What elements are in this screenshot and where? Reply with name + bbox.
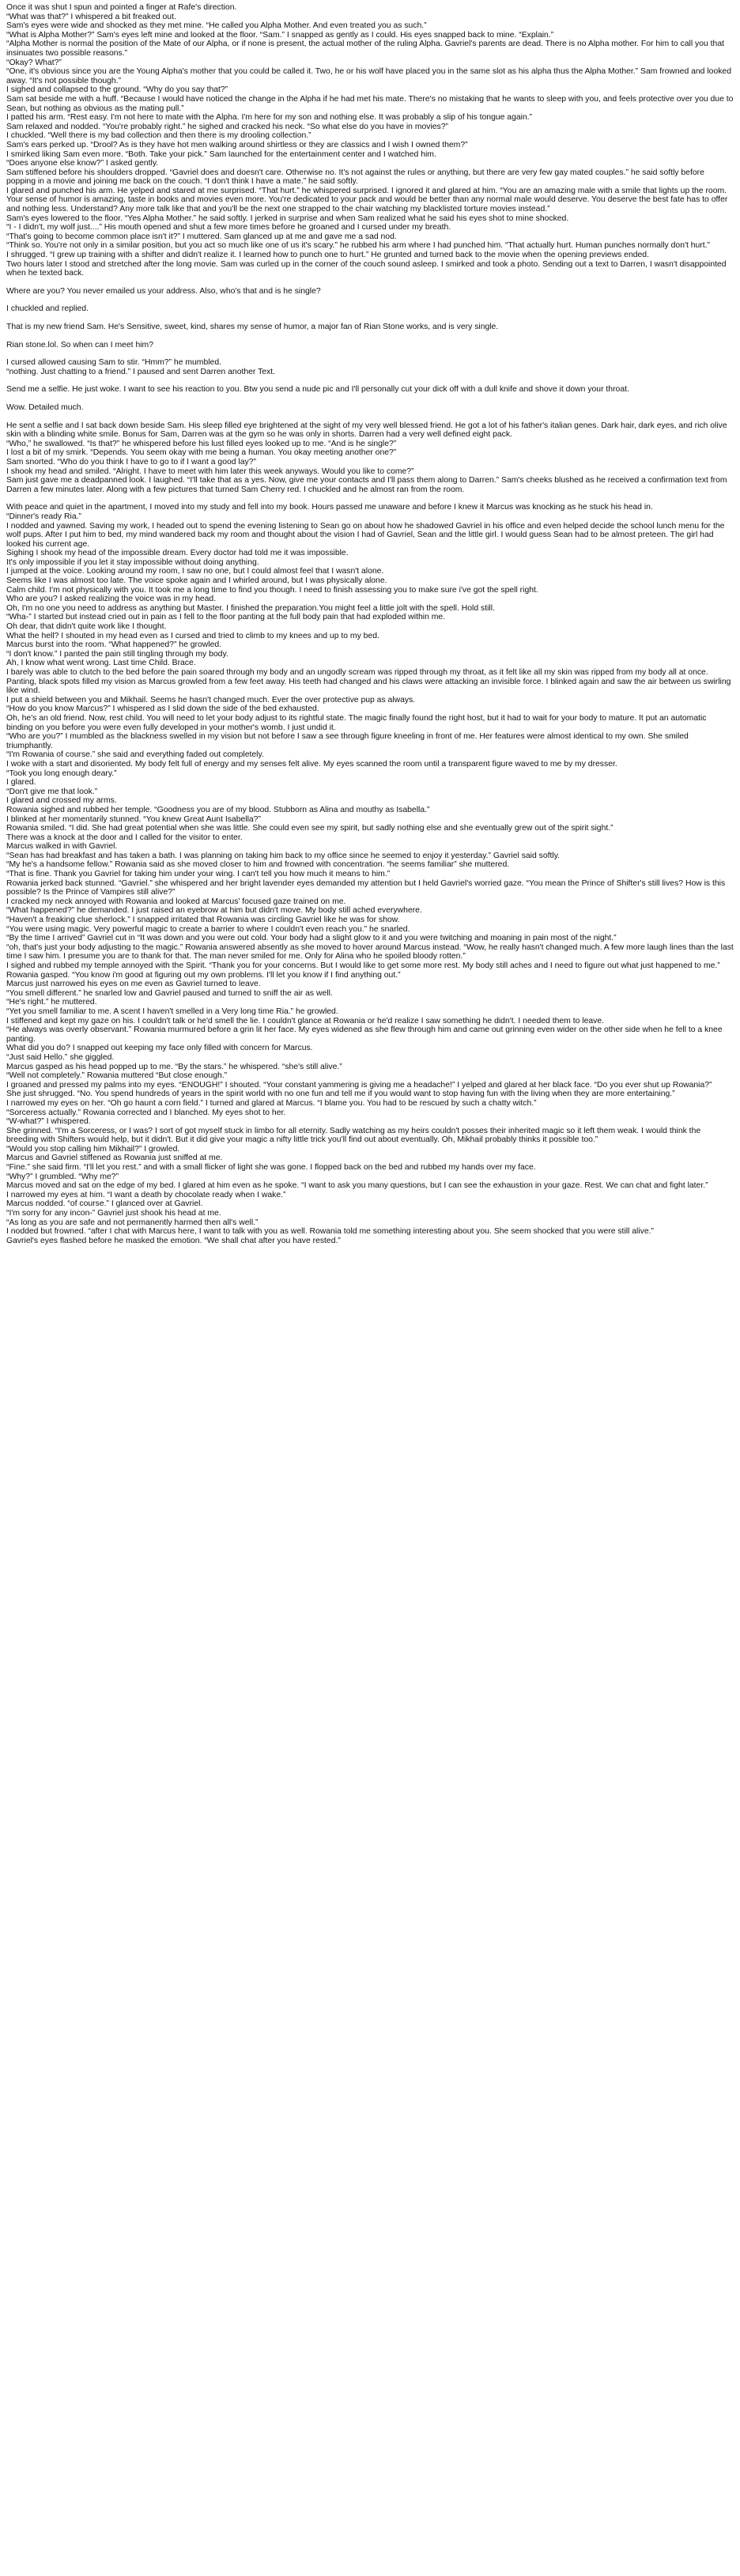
story-paragraph: Sam relaxed and nodded. “You're probably right.” he sighed and cracked his neck. “So what else do you have in movies?”	[6, 122, 448, 131]
story-paragraph: “Haven't a freaking clue sherlock.” I snapped irritated that Rowania was circling Gavriel like he was for show.	[6, 916, 400, 925]
story-paragraph: “What was that?” I whispered a bit freaked out.	[6, 12, 176, 21]
story-paragraph: “What happened?” he demanded. I just raised an eyebrow at him but didn't move. My body still ached everywhere.	[6, 906, 422, 916]
story-paragraph: “My he's a handsome fellow.” Rowania said as she moved closer to him and frowned with concentration. “he seems familiar” she muttered.	[6, 860, 510, 870]
story-paragraph: Once it was shut I spun and pointed a finger at Rafe's direction.	[6, 3, 237, 12]
story-paragraph: “What is Alpha Mother?” Sam's eyes left mine and looked at the floor. “Sam.” I snapped as gently as I could. His eyes snapped back to mine. “Explain.”	[6, 30, 554, 40]
story-paragraph: “I'm sorry for any incon-” Gavriel just shook his head at me.	[6, 1209, 221, 1218]
story-paragraph: “You smell different.” he snarled low and Gavriel paused and turned to sniff the air as well.	[6, 988, 333, 998]
story-paragraph: “Took you long enough deary.”	[6, 769, 117, 778]
story-paragraph: “nothing. Just chatting to a friend.” I paused and sent Darren another Text.	[6, 367, 276, 376]
story-paragraph: I patted his arm. “Rest easy. I'm not here to mate with the Alpha. I'm here for my son and nothing else. It was probably a slip of his tongue again.”	[6, 113, 533, 123]
story-paragraph: “I - I didn't, my wolf just....” His mouth opened and shut a few more times before he groaned and I cursed under my breath.	[6, 223, 451, 232]
story-text	[0, 0, 740, 1245]
story-paragraph: Sam stiffened before his shoulders dropped. “Gavriel does and doesn't care. Otherwise no. It's not against the rules or anything, but there are very few gay mated couples.” he said softly before popping in a movie and joining me back on the couch. “I don't think I have a mate.” he said softly.	[6, 168, 704, 187]
story-paragraph: I sighed and rubbed my temple annoyed with the Spirit. “Thank you for your concerns. But I would like to get some more rest. My body still aches and I need to figure out what just happened to me.” Rowania gasped. “You know i'm good at figuring out my own problems. I'll let you know if I find anything out.”	[6, 961, 720, 980]
story-paragraph: “He's right.” he muttered.	[6, 998, 97, 1007]
story-paragraph: Oh, I'm no one you need to address as anything but Master. I finished the preparation.You might feel a little jolt with the spell. Hold still.	[6, 603, 495, 613]
story-paragraph: I glared.	[6, 778, 36, 788]
story-paragraph: Ah, I know what went wrong. Last time Child. Brace.	[6, 659, 196, 668]
story-paragraph: Marcus moved and sat on the edge of my bed. I glared at him even as he spoke. “I want to ask you many questions, but I can see the exhaustion in your gaze. Rest. We can chat and fight later.”	[6, 1181, 708, 1191]
story-paragraph: Oh, he's an old friend. Now, rest child. You will need to let your body adjust to its rightful state. The magic finally found the right host, but it had to wait for your body to mature. It put an automatic binding on you before you were even fully developed in your mother's womb. I just undid it.	[6, 713, 707, 732]
story-paragraph: “Would you stop calling him Mikhail?” I growled.	[6, 1144, 180, 1154]
story-paragraph: “Alpha Mother is normal the position of the Mate of our Alpha, or if none is present, the actual mother of the ruling Alpha. Gavriel's parents are dead. There is no Alpha mother. For him to call you that insinuates two possible reasons.”	[6, 40, 725, 58]
story-paragraph: Rian stone.lol. So when can I meet him?	[6, 340, 153, 349]
story-paragraph: “Who,” he swallowed. “Is that?” he whispered before his lust filled eyes looked up to me. “And is he single?”	[6, 439, 397, 448]
story-paragraph: I glared and punched his arm. He yelped and stared at me surprised. “That hurt.” he whispered surprised. I ignored it and glared at him. “You are an amazing male with a smile that lights up the room. Your sense of humor is amazing, taste in books and movies even more. You're dedicated to your pack and would be better than any normal male would deserve. You deserve the best fate has to offer and nothing less. Understand? Any more talk like that and you'll be the next one strapped to the chair watching my blacklisted torture movies instead.”	[6, 186, 728, 214]
story-paragraph: “As long as you are safe and not permanently harmed then all's well.”	[6, 1218, 259, 1227]
story-paragraph: Marcus walked in with Gavriel.	[6, 842, 118, 852]
story-paragraph: Marcus just narrowed his eyes on me even as Gavriel turned to leave.	[6, 980, 261, 989]
story-paragraph: I cracked my neck annoyed with Rowania and looked at Marcus' focused gaze trained on me.	[6, 897, 346, 906]
story-paragraph: “Does anyone else know?” I asked gently.	[6, 159, 159, 168]
story-paragraph: “Just said Hello.” she giggled.	[6, 1052, 115, 1062]
story-paragraph: Sam's ears perked up. “Drool? As is they have hot men walking around shirtless or they are classics and I wish I owned them?”	[6, 140, 468, 149]
story-paragraph: I narrowed my eyes on her. “Oh go haunt a corn field.” I turned and glared at Marcus. “I blame you. You had to be rescued by such a chatty witch.”	[6, 1098, 537, 1108]
story-paragraph: “Well not completely.” Rowania muttered “But close enough.”	[6, 1071, 228, 1081]
story-paragraph: Send me a selfie. He just woke. I want to see his reaction to you. Btw you send a nude pic and I'll personally cut your dick off with a dull knife and shove it down your throat.	[6, 385, 629, 395]
story-paragraph: “oh, that's just your body adjusting to the magic.” Rowania answered absently as she moved to hover around Marcus instead. “Wow, he really hasn't changed much. A few more laugh lines than the last time I saw him. I presume you are to thank for that. The man never smiled for me. Only for Alina who he spoiled bloody rotten.”	[6, 942, 734, 961]
story-paragraph: “Dinner's ready Ria.”	[6, 512, 81, 521]
story-paragraph: “Wha-” I started but instead cried out in pain as I fell to the floor panting at the full body pain that had exploded within me.	[6, 613, 446, 622]
story-paragraph: I groaned and pressed my palms into my eyes. “ENOUGH!” I shouted. “Your constant yammering is giving me a headache!” I yelped and glared at her black face. “Do you ever shut up Rowania?”	[6, 1080, 712, 1090]
story-paragraph: Calm child. I'm not physically with you. It took me a long time to find you though. I need to finish assessing you to make sure i've got the spell right.	[6, 585, 538, 595]
story-paragraph: Sam's eyes lowered to the floor. “Yes Alpha Mother.” he said softly. I jerked in surprise and when Sam realized what he said his eyes shot to mine shocked.	[6, 213, 569, 223]
story-paragraph: Wow. Detailed much.	[6, 402, 84, 412]
story-paragraph: He sent a selfie and I sat back down beside Sam. His sleep filled eye brightened at the sight of my very well blessed friend. He got a lot of his father's italian genes. Dark hair, dark eyes, and rich olive skin with a blinding white smile. Bonus for Sam, Darren was at the gym so he was only in shorts. Darren had a very well defined eight pack.	[6, 421, 727, 440]
story-paragraph: Marcus gasped as his head popped up to me. “By the stars.” he whispered. “she's still alive.”	[6, 1062, 342, 1071]
story-paragraph: Marcus burst into the room. “What happened?” he growled.	[6, 640, 222, 650]
story-paragraph: Two hours later I stood and stretched after the long movie. Sam was curled up in the corner of the couch sound asleep. I smirked and took a photo. Sending out a text to Darren, I wasn't disappointed when he texted back.	[6, 259, 727, 278]
story-paragraph: “Who are you?” I mumbled as the blackness swelled in my vision but not before I saw a see through figure kneeling in front of me. Her features were almost identical to my own. She smiled triumphantly.	[6, 732, 689, 750]
story-paragraph: It's only impossible if you let it stay impossible without doing anything.	[6, 557, 259, 567]
story-paragraph: “W-what?” I whispered.	[6, 1117, 91, 1127]
story-paragraph: Rowania sighed and rubbed her temple. “Goodness you are of my blood. Stubborn as Alina and mouthy as Isabella.”	[6, 805, 430, 814]
story-paragraph: What the hell? I shouted in my head even as I cursed and tried to climb to my knees and up to my bed.	[6, 631, 379, 640]
story-paragraph: Gavriel's eyes flashed before he masked the emotion. “We shall chat after you have rested.”	[6, 1236, 341, 1245]
story-paragraph: Sam's eyes were wide and shocked as they met mine. “He called you Alpha Mother. And even treated you as such.”	[6, 21, 427, 31]
story-paragraph: She grinned. “I'm a Sorceress, or I was? I sort of got myself stuck in limbo for all eternity. Sadly watching as my heirs couldn't posses their inherited magic so it left them weak. I would think the breeding with Shifters would help, but it didn't. But it did give your magic a nifty little trick you'll find out about eventually. Oh, Mikhail probably thinks it possible too.”	[6, 1126, 701, 1145]
story-paragraph: I barely was able to clutch to the bed before the pain soared through my body and an ungodly scream was ripped through my throat, as it felt like all my skin was ripped from my body all at once. Panting, black spots filled my vision as Marcus growled from a few feet away. His teeth had changed and his claws were attacking an invisible force. I blinked again and saw the air between us swirling like wind.	[6, 668, 731, 696]
story-paragraph: I jumped at the voice. Looking around my room, I saw no one, but I could almost feel that I wasn't alone.	[6, 567, 384, 576]
story-paragraph: I narrowed my eyes at him. “I want a death by chocolate ready when I wake.”	[6, 1190, 286, 1199]
story-paragraph: There was a knock at the door and I called for the visitor to enter.	[6, 833, 243, 842]
story-paragraph: Where are you? You never emailed us your address. Also, who's that and is he single?	[6, 286, 321, 296]
story-paragraph: Sam snorted. “Who do you think I have to go to if I want a good lay?”	[6, 457, 256, 466]
story-paragraph: “One, it's obvious since you are the Young Alpha's mother that you could be called it. Two, he or his wolf have placed you in the same slot as his alpha thus the Alpha Mother.” Sam frowned and looked away. “It's not possible though.”	[6, 67, 731, 85]
story-paragraph: “That's going to become common place isn't it?” I muttered. Sam glanced up at me and gave me a sad nod.	[6, 232, 397, 241]
story-paragraph: Rowania smiled. “I did. She had great potential when she was little. She could even see my spirit, but sadly nothing else and she eventually grew out of the spirit sight.”	[6, 824, 614, 833]
story-paragraph: She just shrugged. “No. You spend hundreds of years in the spirit world with no one fun and tell me if you would want to stop having fun with the living when they are more entertaining.”	[6, 1090, 675, 1099]
story-paragraph: Marcus nodded. “of course.” I glanced over at Gavriel.	[6, 1199, 203, 1209]
story-paragraph: “That is fine. Thank you Gavriel for taking him under your wing. I can't tell you how much it means to him.”	[6, 870, 391, 879]
story-paragraph: What did you do? I snapped out keeping my face only filled with concern for Marcus.	[6, 1044, 313, 1053]
story-paragraph: “I don't know.” I panted the pain still tingling through my body.	[6, 649, 228, 659]
story-paragraph: “By the time I arrived” Gavriel cut in “It was down and you were out cold. Your body had a slight glow to it and you were twitching and moaning in pain most of the night.”	[6, 934, 617, 943]
story-paragraph: I nodded and yawned. Saving my work, I headed out to spend the evening listening to Sean go on about how he shadowed Gavriel in his office and even helped decide the school lunch menu for the wolf pups. After I put him to bed, my mind wandered back my room and thought about the vision I had of Gavriel, Sean and the little girl. I would guess Sean had to be almost preteen. The girl had looked his current age.	[6, 521, 725, 549]
story-paragraph: “Fine.” she said firm. “I'll let you rest.” and with a small flicker of light she was gone. I flopped back on the bed and rubbed my hands over my face.	[6, 1163, 536, 1173]
story-paragraph: “He always was overly observant.” Rowania murmured before a grin lit her face. My eyes widened as she flew through him and came out grinning even wider on the other side when he fell to a knee panting.	[6, 1025, 723, 1044]
story-paragraph: I chuckled. “Well there is my bad collection and then there is my drooling collection.”	[6, 131, 311, 141]
story-paragraph: “How do you know Marcus?” I whispered as I slid down the side of the bed exhausted.	[6, 704, 319, 714]
story-paragraph: “You were using magic. Very powerful magic to create a barrier to where I couldn't even reach you.” he snarled.	[6, 924, 410, 934]
story-paragraph: I stiffened and kept my gaze on his. I couldn't talk or he'd smell the lie. I couldn't glance at Rowania or he'd realize I saw something he didn't. I needed them to leave.	[6, 1016, 604, 1025]
story-paragraph: “Think so. You're not only in a similar position, but you act so much like one of us it's scary.” he rubbed his arm where I had punched him. “That actually hurt. Human punches normally don't hurt.”	[6, 241, 710, 251]
story-paragraph: Seems like I was almost too late. The voice spoke again and I whirled around, but I was physically alone.	[6, 576, 387, 586]
story-paragraph: “Don't give me that look.”	[6, 787, 98, 796]
story-paragraph: Sighing I shook my head of the impossible dream. Every doctor had told me it was impossible.	[6, 549, 349, 558]
story-paragraph: “Sorceress actually.” Rowania corrected and I blanched. My eyes shot to her.	[6, 1108, 286, 1117]
story-paragraph: “Yet you smell familiar to me. A scent I haven't smelled in a Very long time Ria.” he growled.	[6, 1007, 338, 1016]
story-paragraph: With peace and quiet in the apartment, I moved into my study and fell into my book. Hours passed me unaware and before I knew it Marcus was knocking as he stuck his head in.	[6, 503, 653, 512]
story-paragraph: I blinked at her momentarily stunned. “You knew Great Aunt Isabella?”	[6, 814, 261, 824]
story-paragraph: Sam sat beside me with a huff. “Because I would have noticed the change in the Alpha if he had met his mate. There's no mistaking that he wants to sleep with you, and feels protective over you due to Sean, but nothing as obvious as the mating pull.”	[6, 94, 734, 113]
story-paragraph: Who are you? I asked realizing the voice was in my head.	[6, 595, 217, 604]
story-paragraph: I woke with a start and disoriented. My body felt full of energy and my senses felt alive. My eyes scanned the room until a transparent figure waved to me by my dresser.	[6, 759, 617, 769]
story-paragraph: “I'm Rowania of course.” she said and everything faded out completely.	[6, 750, 264, 760]
story-paragraph: Sam just gave me a deadpanned look. I laughed. “I'll take that as a yes. Now, give me your contacts and I'll pass them along to Darren.” Sam's cheeks blushed as he received a confirmation text from Darren a few minutes later. Along with a few pictures that turned Sam Cherry red. I chuckled and he almost ran from the room.	[6, 476, 727, 494]
story-paragraph: “Sean has had breakfast and has taken a bath. I was planning on taking him back to my office since he seemed to enjoy it yesterday.” Gavriel said softly.	[6, 851, 561, 860]
story-paragraph: I shrugged. “I grew up training with a shifter and didn't realize it. I learned how to punch one to hurt.” He grunted and turned back to the movie when the opening previews ended.	[6, 251, 649, 260]
story-paragraph: “Okay? What?”	[6, 58, 62, 67]
story-paragraph: I sighed and collapsed to the ground. “Why do you say that?”	[6, 85, 228, 95]
story-paragraph: I glared and crossed my arms.	[6, 796, 117, 806]
story-paragraph: That is my new friend Sam. He's Sensitive, sweet, kind, shares my sense of humor, a major fan of Rian Stone works, and is very single.	[6, 323, 499, 331]
story-paragraph: Oh dear, that didn't quite work like I thought.	[6, 622, 167, 632]
story-paragraph: I smirked liking Sam even more. “Both. Take your pick.” Sam launched for the entertainment center and I watched him.	[6, 149, 436, 159]
story-paragraph: “Why?” I grumbled. “Why me?”	[6, 1172, 119, 1181]
story-paragraph: I shook my head and smiled. “Alright. I have to meet with him later this week anyways. Would you like to come?”	[6, 466, 414, 476]
story-paragraph: Marcus and Gavriel stiffened as Rowania just sniffed at me.	[6, 1154, 223, 1163]
story-paragraph: I cursed allowed causing Sam to stir. “Hmm?” he mumbled.	[6, 358, 221, 368]
story-paragraph: I put a shield between you and Mikhail. Seems he hasn't changed much. Ever the over protective pup as always.	[6, 695, 416, 704]
story-paragraph: I lost a bit of my smirk. “Depends. You seem okay with me being a human. You okay meeting another one?”	[6, 448, 397, 458]
story-paragraph: I chuckled and replied.	[6, 304, 89, 314]
story-paragraph: I nodded but frowned. “after I chat with Marcus here, I want to talk with you as well. Rowania told me something interesting about you. She seem shocked that you were still alive.”	[6, 1227, 654, 1237]
story-paragraph: Rowania jerked back stunned. “Gavriel.” she whispered and her bright lavender eyes demanded my attention but I held Gavriel's worried gaze. “You mean the Prince of Shifter's still lives? How is this possible? Is the Prince of Vampires still alive?”	[6, 878, 726, 897]
